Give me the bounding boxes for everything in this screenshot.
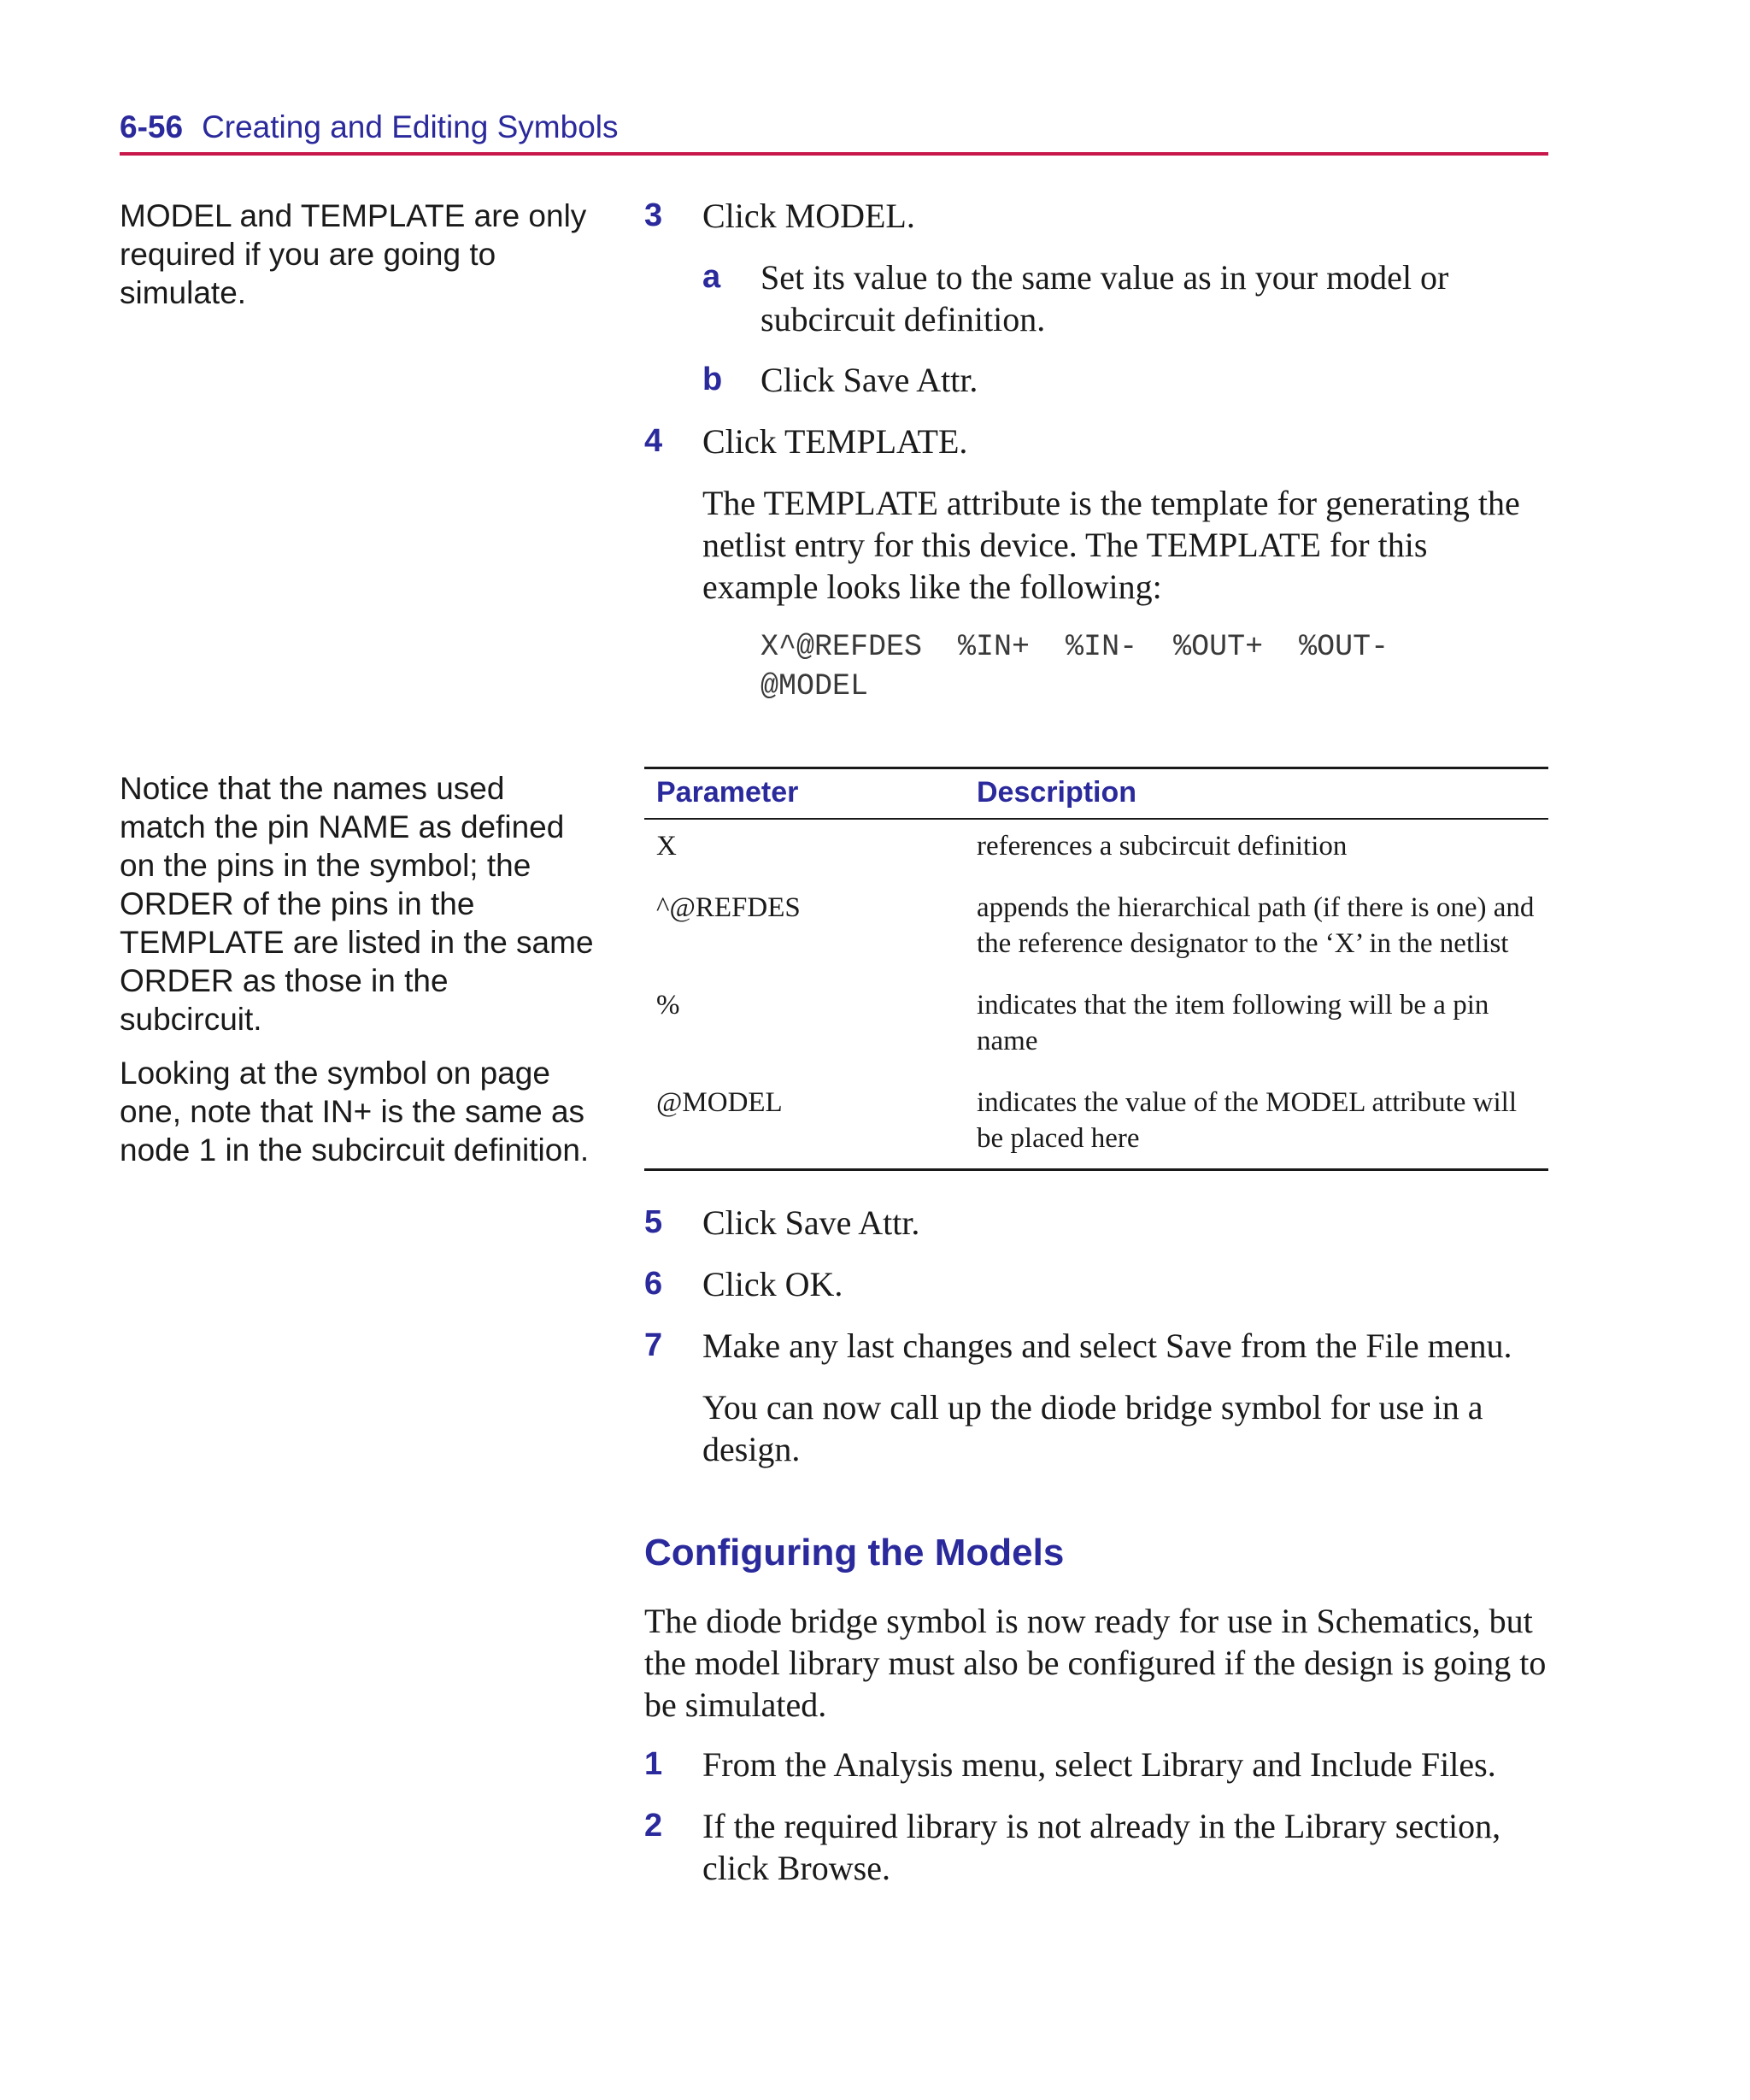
chapter-title: Creating and Editing Symbols (202, 109, 619, 144)
table-row (644, 1076, 1548, 1170)
page-number: 6-56 (120, 109, 184, 144)
section-heading: Configuring the Models (644, 1532, 1065, 1574)
step-7-description: You can now call up the diode bridge symbol for use in a design. (702, 1388, 1483, 1468)
step-number: 3 (644, 197, 663, 233)
step-6 (644, 1263, 1548, 1305)
desc-cell: indicates the value of the MODEL attribute will be placed here (965, 1076, 1548, 1170)
step-number: 5 (644, 1204, 663, 1240)
desc-cell: references a subcircuit definition (977, 831, 1348, 862)
table-row (644, 881, 1548, 979)
desc-cell: appends the hierarchical path (if there is one) and the reference designator to the ‘X’ in the netlist (977, 892, 1535, 959)
step-3 (644, 195, 1548, 237)
step-text: Click Save Attr. (702, 1203, 920, 1242)
step-3a (702, 256, 1548, 340)
desc-cell: indicates that the item following will be a pin name (977, 990, 1489, 1056)
step-5 (644, 1202, 1548, 1244)
step-number: 4 (644, 423, 663, 459)
substep-text: Click Save Attr. (760, 361, 978, 399)
step-text: From the Analysis menu, select Library and Include Files. (702, 1745, 1496, 1784)
step-number: 6 (644, 1266, 663, 1302)
param-cell: ^@REFDES (656, 892, 801, 923)
sidebar-note-2 (120, 769, 598, 1185)
step-4 (644, 421, 1548, 462)
step-3b (702, 359, 1548, 401)
table-row (644, 979, 1548, 1076)
step-number: 7 (644, 1327, 663, 1363)
substep-letter: b (702, 362, 723, 397)
template-description: The TEMPLATE attribute is the template for generating the netlist entry for this device. The TEMPLATE for this example looks like the following: (702, 484, 1520, 606)
step-text: If the required library is not already in the Library section, click Browse. (702, 1807, 1501, 1887)
table-header-row (644, 768, 1548, 820)
column-header-parameter: Parameter (644, 768, 965, 820)
sidebar-note-pins: Notice that the names used match the pin NAME as defined on the pins in the symbol; the ORDER of the pins in the TEMPLATE are listed in the same ORDER as those in the subcircuit. (120, 771, 594, 1037)
parameter-table (644, 767, 1548, 1171)
step-text: Make any last changes and select Save from the File menu. (702, 1326, 1512, 1365)
substep-letter: a (702, 259, 721, 295)
sidebar-note-1: MODEL and TEMPLATE are only required if you are going to simulate. (120, 198, 587, 310)
template-code-line-2: @MODEL (760, 669, 869, 703)
step-text: Click OK. (702, 1265, 843, 1303)
step-text: Click TEMPLATE. (702, 422, 968, 461)
config-step-2 (644, 1805, 1548, 1889)
table-row (644, 819, 1548, 881)
substep-text: Set its value to the same value as in your model or subcircuit definition. (760, 258, 1449, 338)
param-cell: % (656, 990, 680, 1021)
page-header (120, 106, 1548, 156)
section-intro: The diode bridge symbol is now ready for use in Schematics, but the model library must also be configured if the design is going to be simulated. (644, 1602, 1547, 1724)
step-number: 2 (644, 1808, 663, 1844)
column-header-description: Description (965, 768, 1548, 820)
param-cell: @MODEL (644, 1076, 965, 1170)
config-step-1 (644, 1744, 1548, 1785)
sidebar-note-symbol: Looking at the symbol on page one, note that IN+ is the same as node 1 in the subcircuit definition. (120, 1056, 590, 1168)
param-cell: X (656, 831, 677, 862)
step-text: Click MODEL. (702, 197, 915, 235)
step-number: 1 (644, 1746, 663, 1782)
template-code-line-1: X^@REFDES %IN+ %IN- %OUT+ %OUT- (760, 630, 1389, 664)
step-7 (644, 1325, 1548, 1367)
